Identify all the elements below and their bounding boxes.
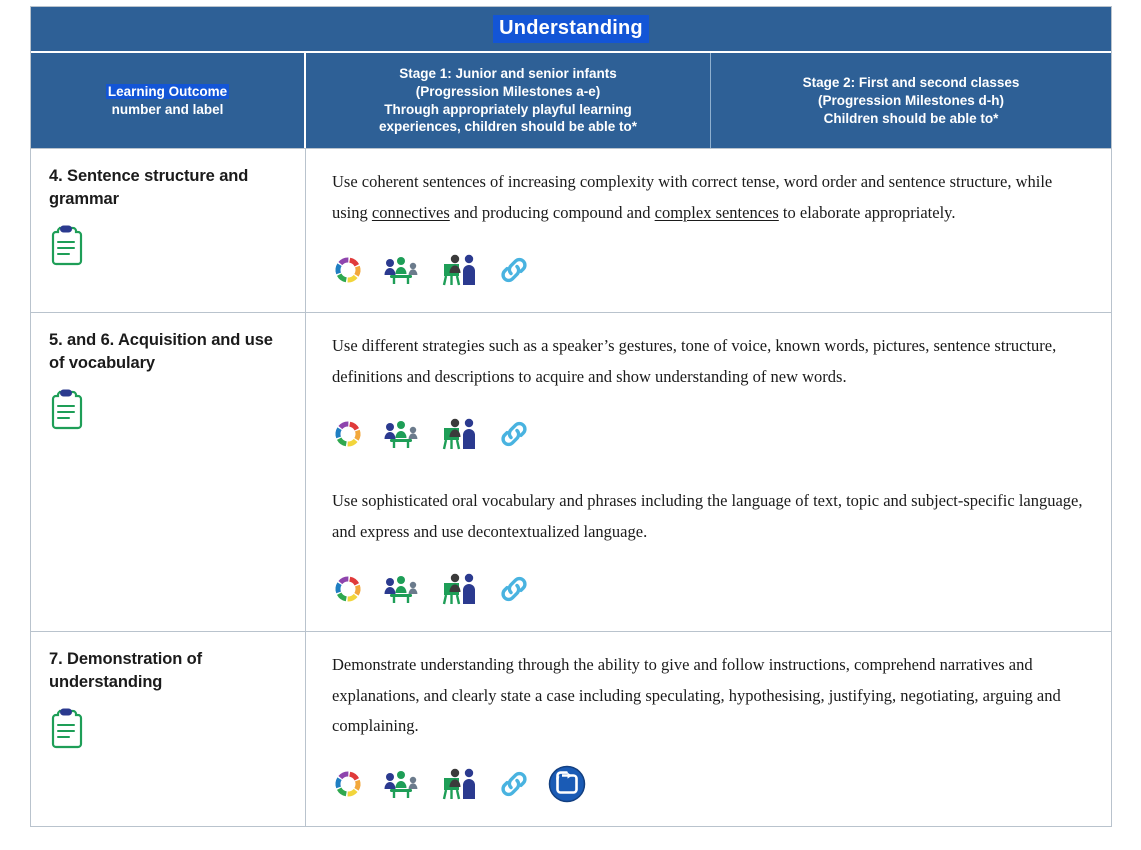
block-spacer bbox=[332, 458, 1087, 486]
repeat-icon bbox=[548, 765, 586, 803]
stage1-line2: (Progression Milestones a-e) bbox=[415, 83, 601, 99]
stage2-line3: Children should be able to* bbox=[823, 110, 999, 126]
table-row bbox=[31, 631, 1111, 826]
learning-outcome-label: 7. Demonstration of understanding bbox=[49, 650, 203, 691]
group-work-icon bbox=[382, 572, 424, 606]
learning-outcome-cell bbox=[31, 313, 306, 631]
table-row bbox=[31, 312, 1111, 631]
outcome-statement bbox=[332, 486, 1087, 547]
two-children-icon bbox=[442, 766, 480, 802]
colour-wheel-icon bbox=[332, 254, 364, 286]
key-term: complex sentences bbox=[654, 202, 779, 222]
stage2-line1: Stage 2: First and second classes bbox=[802, 74, 1020, 90]
icon-strip bbox=[332, 250, 1087, 290]
stage1-line4: experiences, children should be able to* bbox=[378, 119, 638, 135]
table-body bbox=[31, 148, 1111, 826]
statement-text: Demonstrate understanding through the ability to give and follow instructions, comprehend narratives and explanations, and clearly state a case including speculating, hypothesising, justifying, negotiating, arguing and complaining. bbox=[332, 655, 1061, 736]
table-banner bbox=[31, 7, 1111, 51]
stage-content-cell bbox=[306, 313, 1111, 631]
statement-text: Use coherent sentences of increasing complexity with correct tense, word order and sentence structure, while using bbox=[332, 172, 1053, 222]
link-icon[interactable] bbox=[498, 254, 530, 286]
group-work-icon bbox=[382, 767, 424, 801]
stage1-line3: Through appropriately playful learning bbox=[384, 101, 632, 117]
table-header-row bbox=[31, 51, 1111, 148]
column-header-learning-outcome bbox=[31, 53, 306, 148]
outcome-statement bbox=[332, 167, 1087, 228]
outcome-statement bbox=[332, 331, 1087, 392]
key-term: connectives bbox=[371, 202, 450, 222]
statement-text: and producing compound and bbox=[449, 202, 655, 222]
two-children-icon bbox=[442, 252, 480, 288]
stage1-line1: Stage 1: Junior and senior infants bbox=[399, 66, 617, 81]
group-work-icon bbox=[382, 417, 424, 451]
column-header-lo-line2: number and label bbox=[111, 101, 224, 117]
link-icon[interactable] bbox=[498, 573, 530, 605]
column-header-stage-1 bbox=[306, 53, 711, 148]
icon-strip bbox=[332, 414, 1087, 454]
clipboard-icon bbox=[49, 388, 83, 430]
stage-content-cell bbox=[306, 149, 1111, 312]
outcome-statement bbox=[332, 650, 1087, 742]
learning-outcome-label: 5. and 6. Acquisition and use of vocabulary bbox=[49, 331, 273, 372]
statement-text: Use sophisticated oral vocabulary and phrases including the language of text, topic and subject-specific language, and express and use decontextualized language. bbox=[332, 491, 1083, 541]
stage-content-cell bbox=[306, 632, 1111, 826]
icon-strip bbox=[332, 569, 1087, 609]
column-header-stage-2 bbox=[711, 53, 1111, 148]
learning-outcome-label: 4. Sentence structure and grammar bbox=[49, 167, 249, 208]
stage2-line2: (Progression Milestones d-h) bbox=[817, 92, 1005, 108]
colour-wheel-icon bbox=[332, 768, 364, 800]
two-children-icon bbox=[442, 571, 480, 607]
clipboard-icon bbox=[49, 707, 83, 749]
colour-wheel-icon bbox=[332, 573, 364, 605]
banner-title: Understanding bbox=[493, 15, 649, 43]
two-children-icon bbox=[442, 416, 480, 452]
clipboard-icon bbox=[49, 224, 83, 266]
group-work-icon bbox=[382, 253, 424, 287]
colour-wheel-icon bbox=[332, 418, 364, 450]
column-header-lo-line1: Learning Outcome bbox=[107, 83, 228, 99]
link-icon[interactable] bbox=[498, 418, 530, 450]
learning-outcome-cell bbox=[31, 632, 306, 826]
link-icon[interactable] bbox=[498, 768, 530, 800]
icon-strip bbox=[332, 764, 1087, 804]
table-row bbox=[31, 148, 1111, 312]
curriculum-table bbox=[30, 6, 1112, 827]
learning-outcome-cell bbox=[31, 149, 306, 312]
statement-text: to elaborate appropriately. bbox=[778, 202, 956, 222]
statement-text: Use different strategies such as a speaker’s gestures, tone of voice, known words, pictures, sentence structure, definitions and descriptions to acquire and show understanding of new words. bbox=[332, 336, 1057, 386]
